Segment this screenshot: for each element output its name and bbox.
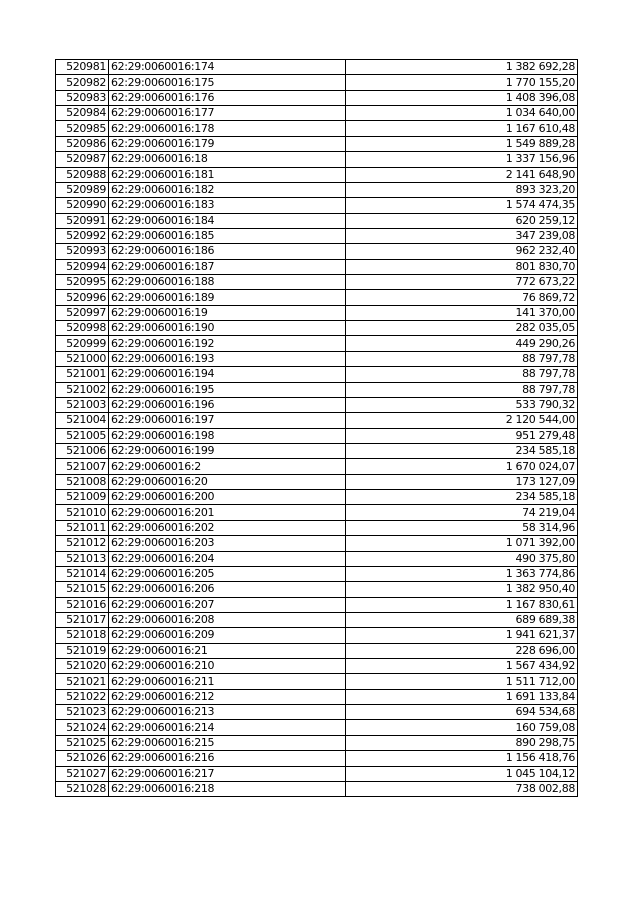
cadastral-number-cell: 62:29:0060016:211 bbox=[109, 674, 346, 689]
row-number-cell: 521005 bbox=[56, 428, 109, 443]
table-row bbox=[56, 121, 578, 136]
row-number-cell: 520989 bbox=[56, 182, 109, 197]
row-number-cell: 520985 bbox=[56, 121, 109, 136]
table-row bbox=[56, 428, 578, 443]
row-number-cell: 521017 bbox=[56, 612, 109, 627]
cadastral-number-cell: 62:29:0060016:214 bbox=[109, 720, 346, 735]
cadastral-number-cell: 62:29:0060016:174 bbox=[109, 60, 346, 75]
cadastral-number-cell: 62:29:0060016:218 bbox=[109, 781, 346, 796]
cadastral-number-cell: 62:29:0060016:176 bbox=[109, 90, 346, 105]
cadastral-value-cell: 228 696,00 bbox=[346, 643, 578, 658]
table-row bbox=[56, 751, 578, 766]
row-number-cell: 520984 bbox=[56, 106, 109, 121]
table-row bbox=[56, 582, 578, 597]
cadastral-value-cell: 1 167 610,48 bbox=[346, 121, 578, 136]
cadastral-number-cell: 62:29:0060016:179 bbox=[109, 136, 346, 151]
table-row bbox=[56, 182, 578, 197]
table-row bbox=[56, 382, 578, 397]
table-row bbox=[56, 720, 578, 735]
cadastral-value-cell: 801 830,70 bbox=[346, 259, 578, 274]
row-number-cell: 521011 bbox=[56, 520, 109, 535]
cadastral-number-cell: 62:29:0060016:215 bbox=[109, 735, 346, 750]
cadastral-value-cell: 1 167 830,61 bbox=[346, 597, 578, 612]
row-number-cell: 521016 bbox=[56, 597, 109, 612]
table-row bbox=[56, 305, 578, 320]
cadastral-value-cell: 1 071 392,00 bbox=[346, 536, 578, 551]
table-row bbox=[56, 674, 578, 689]
cadastral-number-cell: 62:29:0060016:192 bbox=[109, 336, 346, 351]
cadastral-value-cell: 76 869,72 bbox=[346, 290, 578, 305]
cadastral-number-cell: 62:29:0060016:186 bbox=[109, 244, 346, 259]
table-row bbox=[56, 536, 578, 551]
cadastral-number-cell: 62:29:0060016:198 bbox=[109, 428, 346, 443]
cadastral-value-cell: 160 759,08 bbox=[346, 720, 578, 735]
cadastral-number-cell: 62:29:0060016:208 bbox=[109, 612, 346, 627]
row-number-cell: 521026 bbox=[56, 751, 109, 766]
cadastral-value-cell: 1 045 104,12 bbox=[346, 766, 578, 781]
cadastral-value-cell: 490 375,80 bbox=[346, 551, 578, 566]
row-number-cell: 521008 bbox=[56, 474, 109, 489]
cadastral-value-cell: 1 770 155,20 bbox=[346, 75, 578, 90]
cadastral-number-cell: 62:29:0060016:195 bbox=[109, 382, 346, 397]
cadastral-number-cell: 62:29:0060016:199 bbox=[109, 443, 346, 458]
table-row bbox=[56, 228, 578, 243]
row-number-cell: 521020 bbox=[56, 659, 109, 674]
cadastral-number-cell: 62:29:0060016:181 bbox=[109, 167, 346, 182]
row-number-cell: 520995 bbox=[56, 275, 109, 290]
row-number-cell: 520994 bbox=[56, 259, 109, 274]
cadastral-number-cell: 62:29:0060016:188 bbox=[109, 275, 346, 290]
cadastral-number-cell: 62:29:0060016:183 bbox=[109, 198, 346, 213]
cadastral-number-cell: 62:29:0060016:207 bbox=[109, 597, 346, 612]
row-number-cell: 520982 bbox=[56, 75, 109, 90]
row-number-cell: 521015 bbox=[56, 582, 109, 597]
cadastral-value-cell: 738 002,88 bbox=[346, 781, 578, 796]
table-body bbox=[56, 60, 578, 797]
table-row bbox=[56, 136, 578, 151]
row-number-cell: 521018 bbox=[56, 628, 109, 643]
cadastral-number-cell: 62:29:0060016:217 bbox=[109, 766, 346, 781]
cadastral-value-cell: 88 797,78 bbox=[346, 351, 578, 366]
cadastral-number-cell: 62:29:0060016:213 bbox=[109, 705, 346, 720]
row-number-cell: 520997 bbox=[56, 305, 109, 320]
cadastral-number-cell: 62:29:0060016:216 bbox=[109, 751, 346, 766]
row-number-cell: 521021 bbox=[56, 674, 109, 689]
cadastral-value-cell: 234 585,18 bbox=[346, 443, 578, 458]
cadastral-number-cell: 62:29:0060016:206 bbox=[109, 582, 346, 597]
table-row bbox=[56, 705, 578, 720]
cadastral-number-cell: 62:29:0060016:203 bbox=[109, 536, 346, 551]
table-row bbox=[56, 643, 578, 658]
row-number-cell: 520983 bbox=[56, 90, 109, 105]
table-row bbox=[56, 659, 578, 674]
row-number-cell: 521007 bbox=[56, 459, 109, 474]
row-number-cell: 520999 bbox=[56, 336, 109, 351]
table-row bbox=[56, 167, 578, 182]
table-row bbox=[56, 336, 578, 351]
cadastral-value-cell: 1 382 950,40 bbox=[346, 582, 578, 597]
cadastral-number-cell: 62:29:0060016:193 bbox=[109, 351, 346, 366]
cadastral-value-cell: 951 279,48 bbox=[346, 428, 578, 443]
cadastral-value-cell: 1 363 774,86 bbox=[346, 566, 578, 581]
row-number-cell: 520993 bbox=[56, 244, 109, 259]
cadastral-number-cell: 62:29:0060016:18 bbox=[109, 152, 346, 167]
row-number-cell: 520981 bbox=[56, 60, 109, 75]
row-number-cell: 521000 bbox=[56, 351, 109, 366]
cadastral-number-cell: 62:29:0060016:178 bbox=[109, 121, 346, 136]
table-row bbox=[56, 244, 578, 259]
row-number-cell: 521003 bbox=[56, 397, 109, 412]
cadastral-value-cell: 2 120 544,00 bbox=[346, 413, 578, 428]
table-row bbox=[56, 628, 578, 643]
cadastral-value-cell: 890 298,75 bbox=[346, 735, 578, 750]
table-row bbox=[56, 597, 578, 612]
row-number-cell: 520996 bbox=[56, 290, 109, 305]
cadastral-number-cell: 62:29:0060016:19 bbox=[109, 305, 346, 320]
row-number-cell: 521023 bbox=[56, 705, 109, 720]
table-row bbox=[56, 490, 578, 505]
cadastral-value-cell: 449 290,26 bbox=[346, 336, 578, 351]
cadastral-value-table bbox=[55, 59, 578, 797]
cadastral-number-cell: 62:29:0060016:212 bbox=[109, 689, 346, 704]
cadastral-value-cell: 533 790,32 bbox=[346, 397, 578, 412]
cadastral-value-cell: 1 337 156,96 bbox=[346, 152, 578, 167]
cadastral-value-cell: 282 035,05 bbox=[346, 321, 578, 336]
table-row bbox=[56, 213, 578, 228]
row-number-cell: 521014 bbox=[56, 566, 109, 581]
row-number-cell: 520992 bbox=[56, 228, 109, 243]
table-row bbox=[56, 321, 578, 336]
table-row bbox=[56, 152, 578, 167]
row-number-cell: 521012 bbox=[56, 536, 109, 551]
table-row bbox=[56, 766, 578, 781]
cadastral-number-cell: 62:29:0060016:187 bbox=[109, 259, 346, 274]
cadastral-number-cell: 62:29:0060016:21 bbox=[109, 643, 346, 658]
cadastral-value-cell: 347 239,08 bbox=[346, 228, 578, 243]
row-number-cell: 520998 bbox=[56, 321, 109, 336]
cadastral-value-cell: 88 797,78 bbox=[346, 382, 578, 397]
row-number-cell: 520991 bbox=[56, 213, 109, 228]
cadastral-value-cell: 689 689,38 bbox=[346, 612, 578, 627]
row-number-cell: 521013 bbox=[56, 551, 109, 566]
cadastral-number-cell: 62:29:0060016:182 bbox=[109, 182, 346, 197]
cadastral-value-cell: 694 534,68 bbox=[346, 705, 578, 720]
cadastral-value-cell: 620 259,12 bbox=[346, 213, 578, 228]
table-row bbox=[56, 290, 578, 305]
cadastral-value-cell: 1 034 640,00 bbox=[346, 106, 578, 121]
cadastral-value-cell: 1 670 024,07 bbox=[346, 459, 578, 474]
cadastral-value-cell: 74 219,04 bbox=[346, 505, 578, 520]
table-row bbox=[56, 474, 578, 489]
cadastral-number-cell: 62:29:0060016:210 bbox=[109, 659, 346, 674]
row-number-cell: 521009 bbox=[56, 490, 109, 505]
row-number-cell: 521025 bbox=[56, 735, 109, 750]
row-number-cell: 520987 bbox=[56, 152, 109, 167]
cadastral-number-cell: 62:29:0060016:2 bbox=[109, 459, 346, 474]
row-number-cell: 520990 bbox=[56, 198, 109, 213]
cadastral-number-cell: 62:29:0060016:190 bbox=[109, 321, 346, 336]
table-row bbox=[56, 413, 578, 428]
cadastral-value-cell: 772 673,22 bbox=[346, 275, 578, 290]
table-row bbox=[56, 735, 578, 750]
cadastral-value-cell: 173 127,09 bbox=[346, 474, 578, 489]
row-number-cell: 521001 bbox=[56, 367, 109, 382]
cadastral-number-cell: 62:29:0060016:204 bbox=[109, 551, 346, 566]
cadastral-value-cell: 893 323,20 bbox=[346, 182, 578, 197]
cadastral-number-cell: 62:29:0060016:194 bbox=[109, 367, 346, 382]
cadastral-value-cell: 962 232,40 bbox=[346, 244, 578, 259]
table-row bbox=[56, 520, 578, 535]
cadastral-value-cell: 1 511 712,00 bbox=[346, 674, 578, 689]
table-row bbox=[56, 612, 578, 627]
cadastral-value-cell: 58 314,96 bbox=[346, 520, 578, 535]
row-number-cell: 521006 bbox=[56, 443, 109, 458]
cadastral-value-cell: 88 797,78 bbox=[346, 367, 578, 382]
cadastral-value-cell: 141 370,00 bbox=[346, 305, 578, 320]
cadastral-number-cell: 62:29:0060016:189 bbox=[109, 290, 346, 305]
row-number-cell: 521004 bbox=[56, 413, 109, 428]
table-row bbox=[56, 689, 578, 704]
table-row bbox=[56, 351, 578, 366]
cadastral-value-cell: 1 549 889,28 bbox=[346, 136, 578, 151]
cadastral-number-cell: 62:29:0060016:201 bbox=[109, 505, 346, 520]
table-row bbox=[56, 505, 578, 520]
table-row bbox=[56, 367, 578, 382]
cadastral-value-cell: 2 141 648,90 bbox=[346, 167, 578, 182]
cadastral-number-cell: 62:29:0060016:205 bbox=[109, 566, 346, 581]
row-number-cell: 521019 bbox=[56, 643, 109, 658]
row-number-cell: 521002 bbox=[56, 382, 109, 397]
cadastral-value-cell: 1 574 474,35 bbox=[346, 198, 578, 213]
cadastral-value-cell: 234 585,18 bbox=[346, 490, 578, 505]
row-number-cell: 520986 bbox=[56, 136, 109, 151]
table-row bbox=[56, 459, 578, 474]
cadastral-number-cell: 62:29:0060016:202 bbox=[109, 520, 346, 535]
cadastral-value-cell: 1 691 133,84 bbox=[346, 689, 578, 704]
cadastral-number-cell: 62:29:0060016:20 bbox=[109, 474, 346, 489]
table-row bbox=[56, 566, 578, 581]
cadastral-number-cell: 62:29:0060016:175 bbox=[109, 75, 346, 90]
cadastral-number-cell: 62:29:0060016:185 bbox=[109, 228, 346, 243]
cadastral-number-cell: 62:29:0060016:197 bbox=[109, 413, 346, 428]
cadastral-value-cell: 1 567 434,92 bbox=[346, 659, 578, 674]
table-row bbox=[56, 75, 578, 90]
cadastral-number-cell: 62:29:0060016:200 bbox=[109, 490, 346, 505]
table-row bbox=[56, 551, 578, 566]
table-row bbox=[56, 781, 578, 796]
cadastral-number-cell: 62:29:0060016:209 bbox=[109, 628, 346, 643]
row-number-cell: 521028 bbox=[56, 781, 109, 796]
cadastral-value-cell: 1 941 621,37 bbox=[346, 628, 578, 643]
cadastral-number-cell: 62:29:0060016:184 bbox=[109, 213, 346, 228]
table-row bbox=[56, 106, 578, 121]
table-row bbox=[56, 60, 578, 75]
row-number-cell: 521024 bbox=[56, 720, 109, 735]
cadastral-value-cell: 1 408 396,08 bbox=[346, 90, 578, 105]
cadastral-number-cell: 62:29:0060016:177 bbox=[109, 106, 346, 121]
table-row bbox=[56, 90, 578, 105]
row-number-cell: 521022 bbox=[56, 689, 109, 704]
row-number-cell: 521027 bbox=[56, 766, 109, 781]
table-row bbox=[56, 259, 578, 274]
table-row bbox=[56, 397, 578, 412]
cadastral-value-cell: 1 382 692,28 bbox=[346, 60, 578, 75]
table-row bbox=[56, 198, 578, 213]
table-row bbox=[56, 443, 578, 458]
cadastral-value-cell: 1 156 418,76 bbox=[346, 751, 578, 766]
cadastral-number-cell: 62:29:0060016:196 bbox=[109, 397, 346, 412]
table-row bbox=[56, 275, 578, 290]
row-number-cell: 521010 bbox=[56, 505, 109, 520]
row-number-cell: 520988 bbox=[56, 167, 109, 182]
